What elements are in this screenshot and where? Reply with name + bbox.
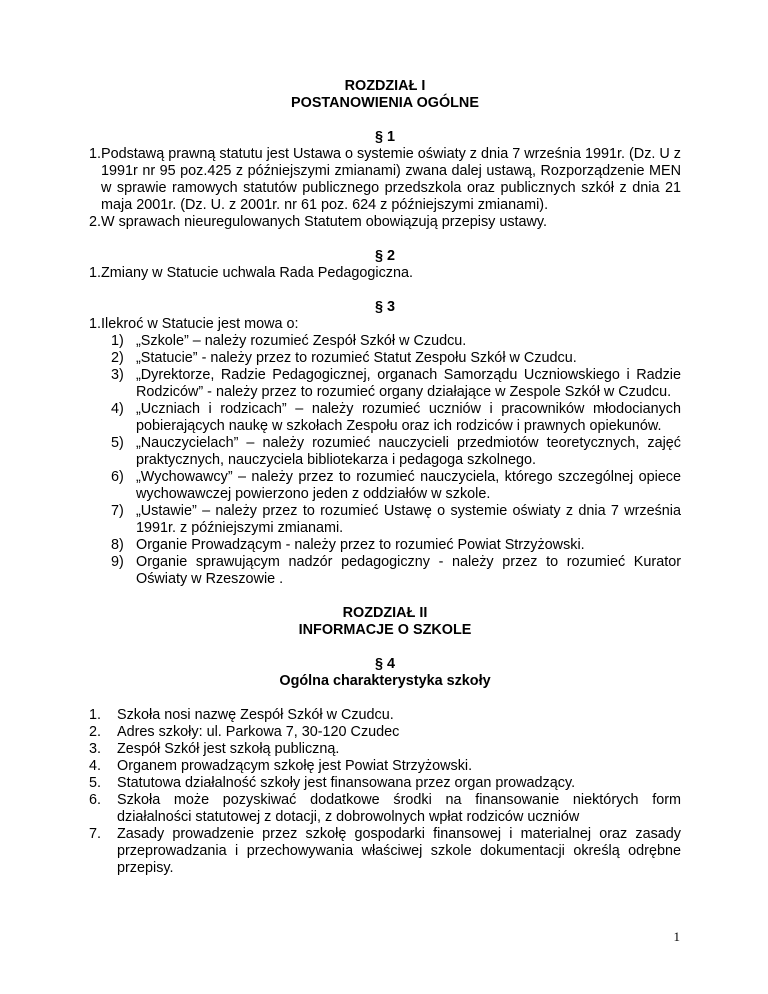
- item-text: „Szkole” – należy rozumieć Zespół Szkół w Czudcu.: [136, 333, 467, 349]
- list-item: [111, 350, 681, 367]
- item-text: Adres szkoły: ul. Parkowa 7, 30-120 Czudec: [117, 724, 400, 740]
- list-item: [111, 367, 681, 401]
- chapter-1-subtitle: POSTANOWIENIA OGÓLNE: [291, 95, 479, 111]
- item-number: 6.: [89, 792, 102, 808]
- item-number: 5): [111, 435, 124, 451]
- page-number: 1: [673, 929, 680, 944]
- item-text: W sprawach nieuregulowanych Statutem obowiązują przepisy ustawy.: [101, 214, 548, 230]
- section-3-body: [89, 316, 681, 588]
- item-text: Organem prowadzącym szkołę jest Powiat Strzyżowski.: [117, 758, 473, 774]
- item-number: 1.: [89, 265, 102, 281]
- list-item: [111, 333, 681, 350]
- item-text: „Statucie” - należy przez to rozumieć Statut Zespołu Szkół w Czudcu.: [136, 350, 577, 366]
- item-text: Zespół Szkół jest szkołą publiczną.: [117, 741, 340, 757]
- section-3-label: § 3: [374, 299, 395, 315]
- item-text: Szkoła nosi nazwę Zespół Szkół w Czudcu.: [117, 707, 394, 723]
- list-item: [89, 214, 681, 231]
- definitions-list: [111, 333, 681, 588]
- section-2-body: [89, 265, 681, 282]
- list-item: [111, 503, 681, 537]
- item-number: 1.: [89, 707, 102, 723]
- chapter-2-subtitle: INFORMACJE O SZKOLE: [298, 622, 472, 638]
- item-text: Zasady prowadzenie przez szkołę gospodarki finansowej i materialnej oraz zasady przeprowadzania i przechowywania właściwej szkole dokumentacji określą odrębne przepisy.: [117, 826, 681, 876]
- item-text: Ilekroć w Statucie jest mowa o:: [101, 316, 299, 332]
- list-item: [89, 775, 681, 792]
- item-text: Szkoła może pozyskiwać dodatkowe środki na finansowanie niektórych form działalności statutowej z dotacji, z dobrowolnych wpłat rodziców uczniów: [117, 792, 681, 825]
- document-content: [89, 78, 681, 877]
- item-text: Statutowa działalność szkoły jest finansowana przez organ prowadzący.: [117, 775, 576, 791]
- item-number: 7.: [89, 826, 102, 842]
- section-2-label: § 2: [374, 248, 395, 264]
- list-item: [111, 435, 681, 469]
- item-text: „Ustawie” – należy przez to rozumieć Ustawę o systemie oświaty z dnia 7 września 1991r. z późniejszymi zmianami.: [136, 503, 681, 536]
- list-item: [89, 265, 681, 282]
- item-number: 1.: [89, 316, 102, 332]
- item-number: 6): [111, 469, 124, 485]
- item-text: Organie sprawującym nadzór pedagogiczny - należy przez to rozumieć Kurator Oświaty w Rzeszowie .: [136, 554, 681, 587]
- item-number: 3.: [89, 741, 102, 757]
- item-number: 2.: [89, 214, 102, 230]
- list-item: [89, 707, 681, 724]
- list-item: [89, 741, 681, 758]
- list-item: [111, 469, 681, 503]
- list-item: [89, 724, 681, 741]
- item-number: 2): [111, 350, 124, 366]
- item-text: „Nauczycielach” – należy rozumieć nauczycieli przedmiotów teoretycznych, zajęć praktycznych, nauczyciela bibliotekarza i pedagoga szkolnego.: [136, 435, 681, 468]
- item-text: Organie Prowadzącym - należy przez to rozumieć Powiat Strzyżowski.: [136, 537, 585, 553]
- item-number: 7): [111, 503, 124, 519]
- list-item: [89, 792, 681, 826]
- section-1-label: § 1: [374, 129, 395, 145]
- chapter-2-title: ROZDZIAŁ II: [342, 605, 428, 621]
- section-3-intro: [89, 316, 681, 333]
- item-number: 5.: [89, 775, 102, 791]
- list-item: [111, 554, 681, 588]
- item-number: 9): [111, 554, 124, 570]
- list-item: [111, 537, 681, 554]
- item-number: 4.: [89, 758, 102, 774]
- item-text: „Dyrektorze, Radzie Pedagogicznej, organach Samorządu Uczniowskiego i Radzie Rodziców” - należy przez to rozumieć organy działające w Zespole Szkół w Czudcu.: [136, 367, 681, 400]
- item-number: 3): [111, 367, 124, 383]
- item-number: 8): [111, 537, 124, 553]
- item-number: 4): [111, 401, 124, 417]
- item-number: 1): [111, 333, 124, 349]
- item-text: „Uczniach i rodzicach” – należy rozumieć uczniów i pracowników młodocianych pobierających naukę w szkołach Zespołu oraz ich rodziców i prawnych opiekunów.: [136, 401, 681, 434]
- item-number: 1.: [89, 146, 102, 162]
- school-info-list: [89, 707, 681, 877]
- list-item: [89, 758, 681, 775]
- chapter-1-title: ROZDZIAŁ I: [344, 78, 426, 94]
- list-item: [111, 401, 681, 435]
- item-text: Zmiany w Statucie uchwala Rada Pedagogiczna.: [101, 265, 413, 281]
- section-1-body: [89, 146, 681, 231]
- item-number: 2.: [89, 724, 102, 740]
- section-4-label: § 4: [374, 656, 395, 672]
- list-item: [89, 146, 681, 214]
- item-text: Podstawą prawną statutu jest Ustawa o systemie oświaty z dnia 7 września 1991r. (Dz. U z 1991r nr 95 poz.425 z późniejszymi zmianami) zwana dalej ustawą, Rozporządzenie MEN w sprawie ramowych statutów publicznego przedszkola oraz publicznych szkół z dnia 21 maja 2001r. (Dz. U. z 2001r. nr 61 poz. 624 z późniejszymi zmianami).: [101, 146, 681, 213]
- section-4-heading: Ogólna charakterystyka szkoły: [279, 673, 491, 689]
- list-item: [89, 826, 681, 877]
- item-text: „Wychowawcy” – należy przez to rozumieć nauczyciela, którego szczególnej opiece wychowawczej powierzono jeden z oddziałów w szkole.: [136, 469, 681, 502]
